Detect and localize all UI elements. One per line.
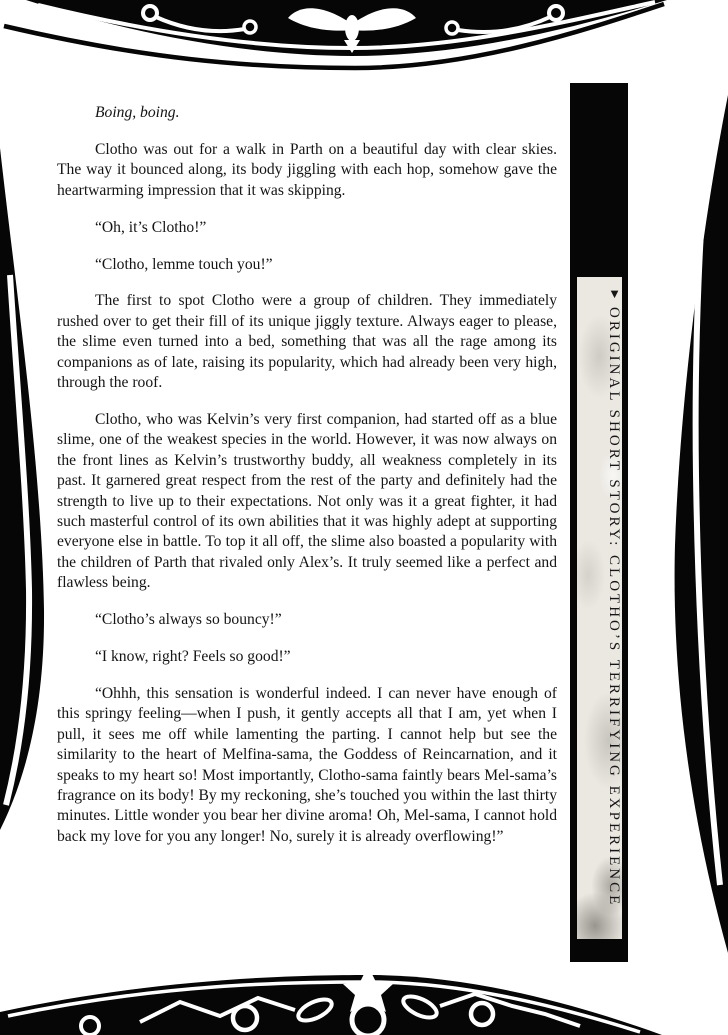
- right-border-flourish: [670, 95, 728, 955]
- chapter-title: ORIGINAL SHORT STORY: CLOTHO’S TERRIFYING EXPERIENCE: [606, 307, 622, 908]
- story-paragraph: Clotho, who was Kelvin’s very first companion, had started off as a blue slime, one of the weakest species in the world. However, it was now always on the front lines as Kelvin’s trustworthy buddy, all weakness completely in its past. It garnered great respect from the rest of the party and definitely had the strength to live up to their expectations. Not only was it a great fighter, it had such masterful control of its own abilities that it was highly adept at supporting everyone else in battle. To top it all off, the slime also boasted a popularity with the children of Parth that rivaled only Alex’s. It truly seemed like a perfect and flawless being.: [57, 410, 557, 592]
- chapter-sidebar: [570, 83, 628, 962]
- story-text-block: [57, 103, 557, 864]
- story-paragraph: Clotho was out for a walk in Parth on a beautiful day with clear skies. The way it bounced along, its body jiggling with each hop, somehow gave the heartwarming impression that it was skipping.: [57, 140, 557, 199]
- dialogue-line: “Clotho, lemme touch you!”: [95, 255, 273, 273]
- triangle-marker-icon: ▼: [607, 286, 622, 301]
- dialogue-line: “Oh, it’s Clotho!”: [95, 218, 207, 236]
- story-paragraph: The first to spot Clotho were a group of children. They immediately rushed over to get their fill of its unique jiggly texture. Always eager to please, the slime even turned into a bed, something that was all the rage among its companions as of late, raising its popularity, which had already been very high, through the roof.: [57, 292, 557, 392]
- dialogue-line: “Clotho’s always so bouncy!”: [95, 611, 282, 629]
- bottom-border-ornament: [0, 960, 728, 1035]
- story-paragraph: “Ohhh, this sensation is wonderful indeed. I can never have enough of this springy feeling—when I push, it gently accepts all that I am, yet when I pull, it sees me off while lamenting the parting. I cannot help but see the similarity to the heart of Melfina-sama, the Goddess of Reincarnation, and it speaks to my heart so! Most importantly, Clotho-sama faintly bears Mel-sama’s fragrance on its body! By my reckoning, she’s touched you within the last thirty minutes. Little wonder you bear her divine aroma! Oh, Mel-sama, I cannot hold back my love for you any longer! No, surely it is already overflowing!”: [57, 684, 557, 845]
- chapter-title-strip: [577, 277, 622, 939]
- sound-effect-line: Boing, boing.: [95, 104, 180, 121]
- left-border-flourish: [0, 140, 48, 840]
- top-border-ornament: [0, 0, 728, 80]
- dialogue-line: “I know, right? Feels so good!”: [95, 648, 291, 666]
